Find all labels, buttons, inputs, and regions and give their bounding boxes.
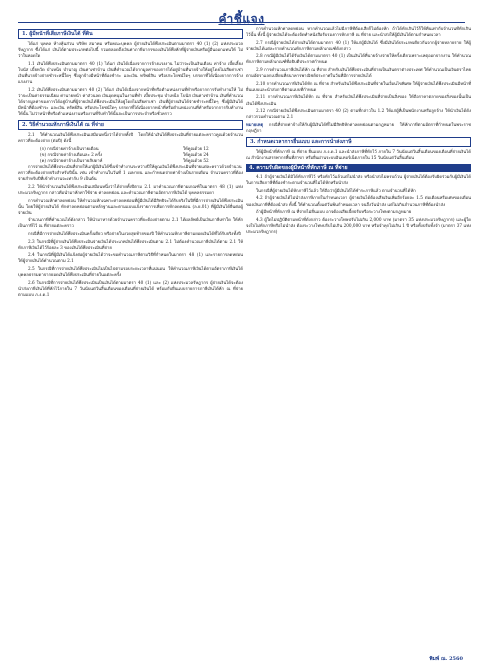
right-p3: 2.8 กรณีผู้มีเงินได้ได้รับเงินได้ตามมาตรา 40 (1) เป็นเงินได้ที่นายจ้างจ่ายให้ครั้งเดียวเพราะเหตุออกจากงาน ให้คำนวณหักภาษีตามหลักเกณฑ์ที่อธิบดีประกาศกำหนด [246,53,471,65]
multiplier-text: (ก) กรณีจ่ายค่าจ้างเป็นรายเดือน [40,145,99,151]
section-2-p5: จำนวนภาษีที่คำนวณได้ดังกล่าว ให้นำมาหารด้วยจำนวนคราวที่จะต้องจ่ายตาม 2.1 ได้ผลลัพธ์เป็นเงินภาษีเท่าใด ให้หักเป็นภาษีไว้ ณ ที่จ่ายแต่ละคราว [18,217,243,229]
right-p2: 2.7 กรณีผู้จ่ายเงินได้จ่ายเงินได้ตามมาตรา 40 (1) ให้แก่ผู้มีเงินได้ ซึ่งมีเงินได้ประเภทเดียวกันจากผู้จ่ายหลายราย ให้ผู้จ่ายเงินได้แต่ละรายคำนวณหักภาษีตามหลักเกณฑ์ดังกล่าว [246,39,471,51]
multiplier-unit: ให้คูณด้วย 12 [183,145,209,151]
section-2-heading: 2. วิธีคำนวณหักภาษีเงินได้ ณ ที่จ่าย [18,120,243,130]
section-2-p7: 2.3 ในกรณีที่ผู้จ่ายเงินได้พึงประเมินจ่ายเงินได้ประเภทเงินได้พึงประเมินตาม 2.1 ไม่ต้องคำนวณภาษีเงินได้ตาม 2.1 ให้หักภาษีเงินได้ไว้ร้อยละ 3 ของเงินได้พึงประเมินที่จ่าย [18,238,243,250]
right-p1: การคำนวณหักค่าลดหย่อน หากคำนวณแล้วไม่มีภาษีที่ต้องเสียก็ไม่ต้องหัก ถ้าได้หักเกินไว้ก็ให้คืนเท่ากับจำนวนที่หักเกินไว้นั้น ทั้งนี้ ผู้จ่ายเงินได้จะต้องจัดทำหนังสือรับรองการหักภาษี ณ ที่จ่าย และนำส่งให้ผู้มีเงินได้ตามกำหนดเวลา [246,26,471,38]
section-4-p4: ถ้าผู้มีหน้าที่หักภาษี ณ ที่จ่ายไม่ยื่นแบบ อาจต้องเสียเบี้ยปรับหรือระวางโทษตามกฎหมาย [256,209,412,215]
print-footer: พิมพ์ ณ. 2560 [429,656,463,662]
right-p4: 2.9 การคำนวณภาษีเงินได้หัก ณ ที่จ่าย สำหรับเงินได้พึงประเมินที่จ่ายเป็นเงินตราต่างประเทศ ให้คำนวณเป็นเงินตราไทยตามอัตราแลกเปลี่ยนที่ธนาคารพาณิชย์ประกาศในวันที่มีการจ่ายเงินได้ [246,67,471,79]
section-2-p3: 2.2 ให้นำจำนวนเงินได้พึงประเมินเสมือนหนึ่งว่าได้จ่ายทั้งปีตาม 2.1 มาคำนวณภาษีตามเกณฑ์ในมาตรา 48 (1) แห่งประมวลรัษฎากร กล่าวคือนำมาหักค่าใช้จ่าย ค่าลดหย่อน และคำนวณภาษีตามอัตราภาษีเงินได้ บุคคลธรรมดา [18,183,243,195]
section-3-heading: 3. กำหนดเวลาการยื่นแบบ และการนำส่งภาษี [246,137,471,147]
left-column [18,26,243,646]
right-p6: 2.11 การคำนวณภาษีเงินได้หัก ณ ที่จ่าย สำหรับเงินได้พึงประเมินที่จ่ายเป็นสิ่งของ ให้ถือราคาตลาดของสิ่งของนั้นเป็นเงินได้พึงประเมิน [246,94,471,106]
note-label: หมายเหตุ [246,121,264,127]
section-2-p2: การจ่ายเงินได้พึงประเมินที่จ่ายให้แก่ผู้มีเงินได้ซึ่งเข้าทำงานระหว่างปีให้คูณเงินได้พึงประเมินที่จ่ายแต่ละคราวด้วยจำนวนคราวที่จะต้องจ่ายจริงสำหรับปีนั้น เช่น เข้าทำงานในวันที่ 1 เมษายน และกำหนดจ่ายค่าจ้างเป็นรายเดือน จำนวนคราวที่ต้องจ่ายสำหรับปีที่เข้าทำงานจะเท่ากับ 9 เป็นต้น [18,164,243,182]
right-p5: 2.10 การคำนวณภาษีเงินได้หัก ณ ที่จ่าย สำหรับเงินได้พึงประเมินที่จ่ายในเงื่อนไขพิเศษ ให้ผู้จ่ายเงินได้พึงประเมินมีหน้าที่ยื่นแบบและนำส่งภาษีตามแบบที่กำหนด [246,80,471,92]
section-1-item-2: 1.2 เงินได้พึงประเมินตามมาตรา 40 (2) ได้แก่ เงินได้เนื่องจากหน้าที่หรือตำแหน่งงานที่ทำหรือจากการรับทำงานให้ ไม่ว่าจะเป็นค่าธรรมเนียม ค่านายหน้า ค่าส่วนลด เงินอุดหนุนในงานที่ทำ เบี้ยประชุม บำเหน็จ โบนัส เงินค่าเช่าบ้าน เงินที่คำนวณได้จากมูลค่าของการได้อยู่บ้านที่ผู้จ่ายเงินได้พึงประเมินให้อยู่โดยไม่เสียค่าเช่า เงินที่ผู้จ่ายเงินได้จ่ายชำระหนี้ใดๆ ซึ่งผู้มีเงินได้มีหน้าที่ต้องชำระ และเงิน ทรัพย์สิน หรือประโยชน์ใดๆ บรรดาที่ได้เนื่องจากหน้าที่หรือตำแหน่งงานที่ทำหรือจากการรับทำงานให้นั้น ไม่ว่าหน้าที่หรือตำแหน่งงานหรืองานที่รับทำให้นั้นจะเป็นการประจำหรือชั่วคราว [18,86,243,117]
section-4-p2: ในกรณีที่ผู้จ่ายเงินได้หักภาษีไว้แล้ว ให้ถือว่าผู้มีเงินได้ได้ชำระภาษีแล้ว ตามจำนวนที่ได้หัก [256,187,416,193]
section-3-p1: ให้ผู้มีหน้าที่หักภาษี ณ ที่จ่าย ยื่นแบบ ภ.ง.ด.1 และนำส่งภาษีที่หักไว้ ภายใน 7 วันนับแต่วันสิ้นเดือนของเดือนที่จ่ายเงินได้ ณ สำนักงานสรรพากรพื้นที่สาขา หรือยื่นผ่านระบบอินเทอร์เน็ตภายใน 15 วันนับแต่วันสิ้นเดือน [246,149,471,161]
multiplier-text: (ค) กรณีจ่ายค่าจ้างเป็นรายสัปดาห์ [40,158,103,163]
section-1-heading: 1. ผู้มีหน้าที่เสียภาษีเงินได้ ที่ดิน [18,29,243,39]
title-rule [18,22,465,23]
right-column [246,26,471,646]
multiplier-text: (ข) กรณีจ่ายค่าจ้างเดือนละ 2 ครั้ง [40,151,103,157]
note [246,122,471,134]
right-p7: 2.12 กรณีจ่ายเงินได้พึงประเมินตามมาตรา 40 (2) ตามที่กล่าวใน 1.2 ให้แก่ผู้ที่เป็นพนักงานหรือลูกจ้าง ให้นำเงินได้ดังกล่าวรวมคำนวณตาม 2.1 [246,108,471,120]
page-title: คำชี้แจง [218,12,265,26]
section-2-p6: กรณีที่มีการจ่ายเงินได้พึงประเมินครั้งเดียว หรือจ่ายในงวดสุดท้ายของปี ให้คำนวณหักภาษีตามยอดเงินได้ที่ได้รับจริงทั้งปี [28,231,241,237]
note-text: กรณีที่จ่ายค่าจ้างให้กับผู้มีเงินได้ที่ไม่มีสิทธิหักค่าลดหย่อนตามกฎหมาย ให้หักภาษีตามอัตราที่กำหนดในพระราชกฤษฎีกา [246,121,471,133]
multiplier-unit: ให้คูณด้วย 52 [183,158,209,163]
section-4-p3: 4.2 ถ้าผู้จ่ายเงินได้ไม่นำส่งภาษีภายในกำหนดเวลา ผู้จ่ายเงินได้ต้องเสียเงินเพิ่มอีกร้อยละ 1.5 ต่อเดือนหรือเศษของเดือนของเงินภาษีที่ต้องนำส่ง ทั้งนี้ ให้คำนวณตั้งแต่วันพ้นกำหนดเวลา จนถึงวันนำส่ง แต่ไม่เกินจำนวนภาษีที่ต้องนำส่ง [246,195,471,207]
section-2-p1: 2.1 ให้คำนวณเงินได้พึงประเมินเสมือนหนึ่งว่าได้จ่ายทั้งปี โดยให้นำเงินได้พึงประเมินที่จ่ายแต่ละคราวคูณด้วยจำนวนคราวที่จะต้องจ่าย (ต่อปี) ดังนี้ [18,132,243,144]
section-1-intro: ได้แก่ บุคคล ห้างหุ้นส่วน บริษัท สมาคม หรือคณะบุคคล ผู้จ่ายเงินได้พึงประเมินตามมาตรา 40 (1) (2) แห่งประมวลรัษฎากร ซึ่งได้แก่ เงินได้ตามประเภทต่อไปนี้ รวมตลอดถึงเงินค่าภาษีอากรของเงินได้พึงหักที่ผู้จ่ายเงินหรือผู้อื่นออกแทนให้ ไม่ว่าในทอดใด [18,41,243,59]
section-4-p5: 4.3 ผู้ใดไม่ปฏิบัติตามหน้าที่ดังกล่าว ต้องระวางโทษปรับไม่เกิน 2,000 บาท (มาตรา 35 แห่งประมวลรัษฎากร) และผู้ใดจงใจไม่หักภาษีหรือไม่นำส่ง ต้องระวางโทษปรับไม่เกิน 200,000 บาท หรือจำคุกไม่เกิน 1 ปี หรือทั้งปรับทั้งจำ (มาตรา 37 แห่งประมวลรัษฎากร) [246,216,471,234]
section-2-p4: การคำนวณหักค่าลดหย่อน ให้คำนวณหักเฉพาะค่าลดหย่อนที่ผู้มีเงินได้มีสิทธิจะได้รับจริงในปีที่มีการจ่ายเงินได้พึงประเมินนั้น โดยให้ผู้จ่ายเงินได้ หักค่าลดหย่อนตามหลักฐานและตามแบบแจ้งรายการเพื่อการหักลดหย่อน (ล.ย.01) ที่ผู้มีเงินได้ยื่นต่อผู้จ่ายเงิน [18,197,243,215]
section-4-heading: 4. ความรับผิดของผู้มีหน้าที่หักภาษี ณ ที่จ่าย [246,164,471,172]
multiplier-unit: ให้คูณด้วย 24 [183,151,209,157]
section-2-p10: 2.6 ในกรณีที่การจ่ายเงินได้พึงประเมินเป็นเงินได้ตามมาตรา 40 (1) และ (2) แห่งประมวลรัษฎากร ผู้จ่ายเงินได้จะต้องนำส่งภาษีเงินได้ที่หักไว้ภายใน 7 วันนับแต่วันสิ้นเดือนของเดือนที่จ่ายเงินได้ พร้อมกับยื่นแบบรายการภาษีเงินได้หัก ณ ที่จ่าย ตามแบบ ภ.ง.ด.1 [18,279,243,297]
section-4-p1: 4.1 ถ้าผู้จ่ายเงินได้มิได้หักภาษีไว้ หรือหักไว้แล้วแต่ไม่นำส่ง หรือนำส่งไม่ครบถ้วน ผู้จ่ายเงินได้ต้องรับผิดร่วมกับผู้มีเงินได้ในการเสียภาษีที่ต้องชำระตามจำนวนที่ไม่ได้หักหรือนำส่ง [246,174,471,186]
section-2-p8: 2.4 ในกรณีที่ผู้มีเงินได้แจ้งต่อผู้จ่ายเงินได้ว่าจะขอคำนวณภาษีตามวิธีที่กำหนดในมาตรา 48 (1) และรายการลดหย่อน ให้ผู้จ่ายเงินได้คำนวณตาม 2.1 [18,252,243,264]
section-2-p9: 2.5 ในกรณีที่การจ่ายเงินได้พึงประเมินไม่เป็นไปตามรอบระยะเวลาที่แน่นอน ให้คำนวณภาษีเงินได้ตามอัตราภาษีเงินได้บุคคลธรรมดาจากยอดเงินได้พึงประเมินที่จ่ายในแต่ละครั้ง [18,266,243,278]
section-1-item-1: 1.1 เงินได้พึงประเมินตามมาตรา 40 (1) ได้แก่ เงินได้เนื่องจากการจ้างแรงงาน ไม่ว่าจะเป็นเงินเดือน ค่าจ้าง เบี้ยเลี้ยง โบนัส เบี้ยหวัด บำเหน็จ บำนาญ เงินค่าเช่าบ้าน เงินที่คำนวณได้จากมูลค่าของการได้อยู่บ้านที่นายจ้างให้อยู่โดยไม่เสียค่าเช่า เงินที่นายจ้างจ่ายชำระหนี้ใดๆ ซึ่งลูกจ้างมีหน้าที่ต้องชำระ และเงิน ทรัพย์สิน หรือประโยชน์ใดๆ บรรดาที่ได้เนื่องจากการจ้างแรงงาน [18,60,243,85]
